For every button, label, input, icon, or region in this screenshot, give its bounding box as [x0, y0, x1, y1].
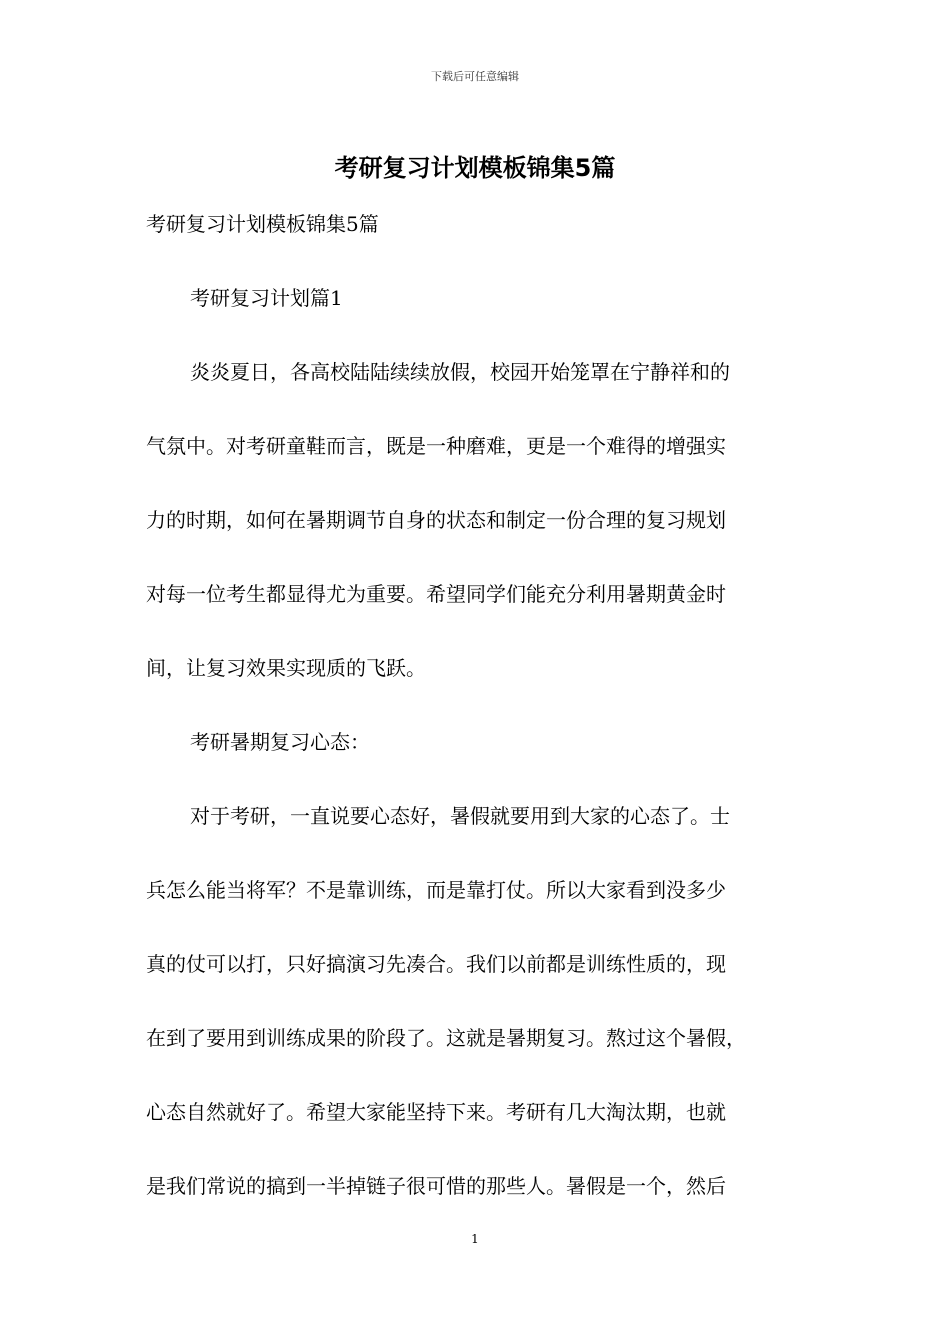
paragraph-line: 心态自然就好了。希望大家能坚持下来。考研有几大淘汰期，也就	[146, 1100, 726, 1124]
paragraph-line: 力的时期，如何在暑期调节自身的状态和制定一份合理的复习规划	[146, 508, 726, 532]
document-subtitle: 考研复习计划模板锦集5篇	[146, 212, 379, 236]
section-heading: 考研复习计划篇1	[190, 286, 343, 310]
paragraph-1	[146, 352, 816, 688]
paragraph-line: 气氛中。对考研童鞋而言，既是一种磨难，更是一个难得的增强实	[146, 434, 726, 458]
paragraph-2	[146, 796, 816, 1206]
subheading: 考研暑期复习心态：	[190, 730, 370, 754]
paragraph-line: 兵怎么能当将军？不是靠训练，而是靠打仗。所以大家看到没多少	[146, 878, 726, 902]
header-note: 下载后可任意编辑	[431, 70, 519, 83]
paragraph-line: 间，让复习效果实现质的飞跃。	[146, 656, 426, 680]
paragraph-line: 对于考研，一直说要心态好，暑假就要用到大家的心态了。士	[190, 804, 730, 828]
paragraph-line: 对每一位考生都显得尤为重要。希望同学们能充分利用暑期黄金时	[146, 582, 726, 606]
document-title: 考研复习计划模板锦集5篇	[334, 154, 616, 182]
document-body	[146, 204, 816, 1206]
paragraph-line: 真的仗可以打，只好搞演习先凑合。我们以前都是训练性质的，现	[146, 952, 726, 976]
paragraph-line: 炎炎夏日，各高校陆陆续续放假，校园开始笼罩在宁静祥和的	[190, 360, 730, 384]
page-number: 1	[471, 1232, 479, 1246]
paragraph-line: 是我们常说的搞到一半掉链子很可惜的那些人。暑假是一个，然后	[146, 1174, 726, 1198]
paragraph-line: 在到了要用到训练成果的阶段了。这就是暑期复习。熬过这个暑假，	[146, 1026, 746, 1050]
